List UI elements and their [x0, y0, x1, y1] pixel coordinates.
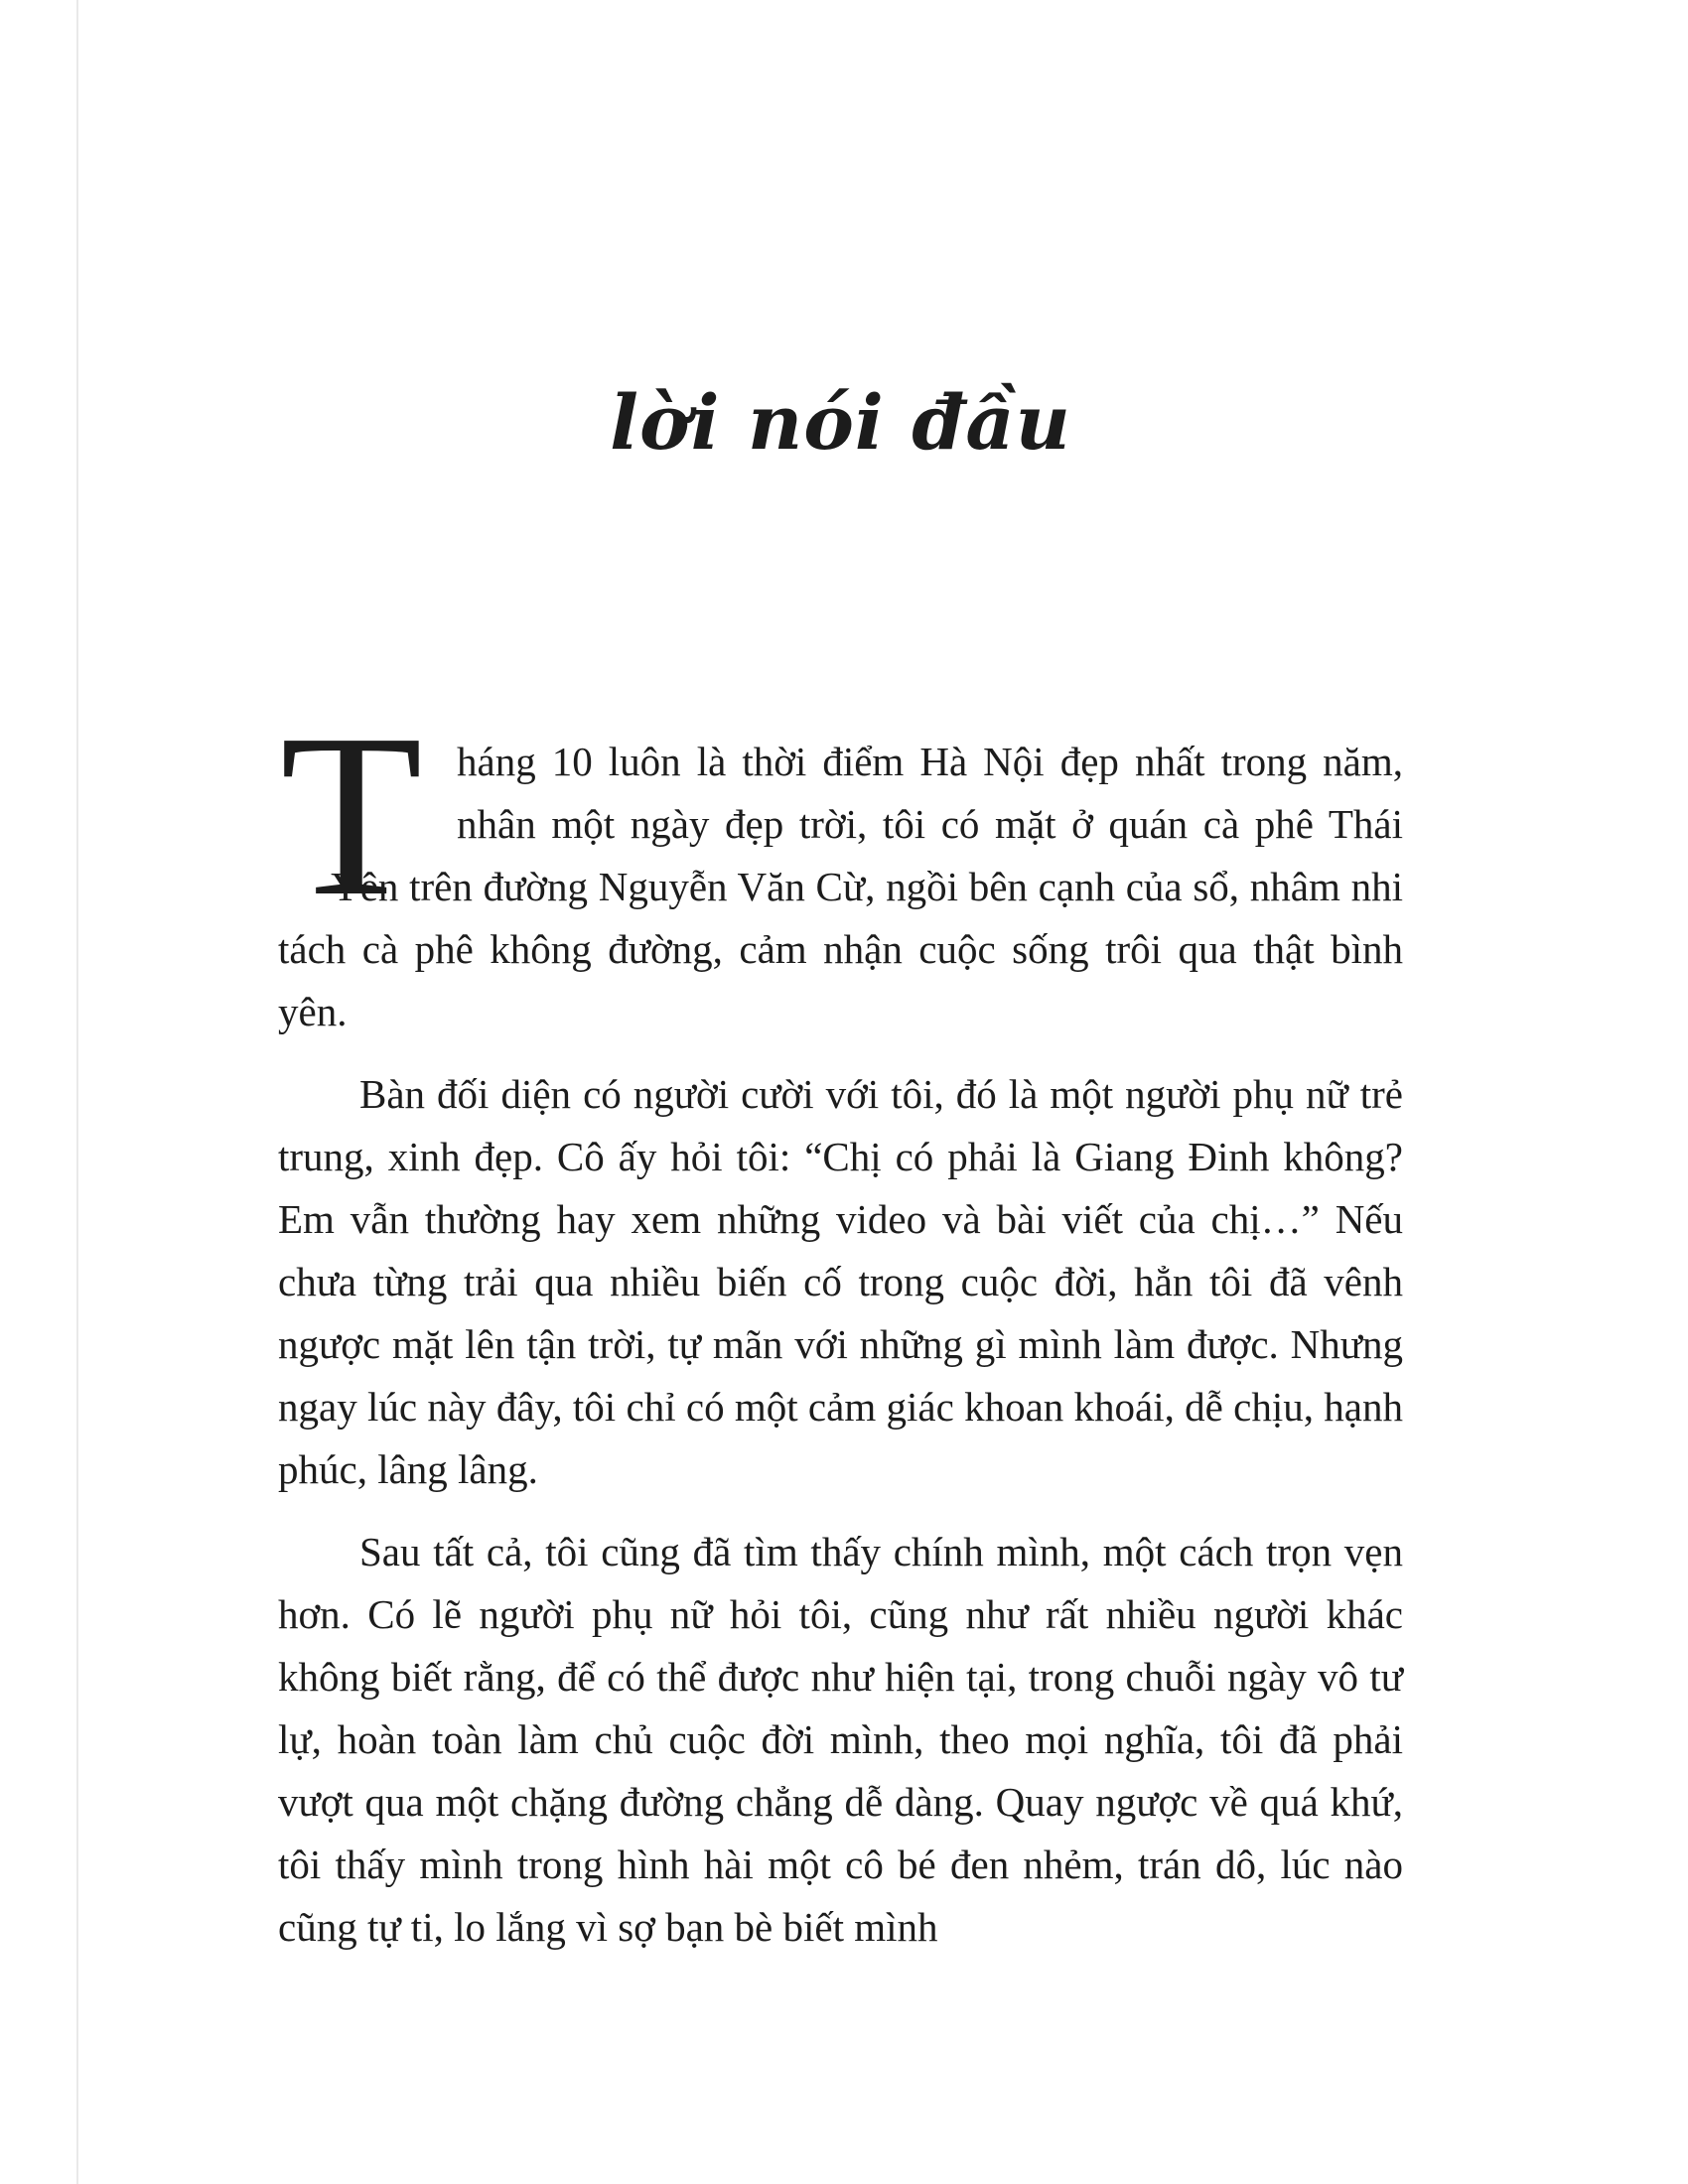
body-text [278, 686, 1403, 1979]
paragraph-2: Bàn đối diện có người cười với tôi, đó là một người phụ nữ trẻ trung, xinh đẹp. Cô ấy hỏi tôi: “Chị có phải là Giang Đinh không? Em vẫn thường hay xem những video và bài viết của chị…” Nếu chưa từng trải qua nhiều biến cố trong cuộc đời, hẳn tôi đã vênh ngược mặt lên tận trời, tự mãn với những gì mình làm được. Nhưng ngay lúc này đây, tôi chỉ có một cảm giác khoan khoái, dễ chịu, hạnh phúc, lâng lâng. [278, 1071, 1403, 1492]
paragraph-1-text: háng 10 luôn là thời điểm Hà Nội đẹp nhất trong năm, nhân một ngày đẹp trời, tôi có mặt ở quán cà phê Thái Yên trên đường Nguyễn Văn Cừ, ngồi bên cạnh của sổ, nhâm nhi tách cà phê không đường, cảm nhận cuộc sống trôi qua thật bình yên. [278, 739, 1403, 1034]
paragraph-1 [278, 686, 1403, 1043]
drop-cap-letter: T [280, 686, 423, 944]
drop-cap [278, 686, 457, 944]
paragraph-3: Sau tất cả, tôi cũng đã tìm thấy chính mình, một cách trọn vẹn hơn. Có lẽ người phụ nữ hỏi tôi, cũng như rất nhiều người khác không biết rằng, để có thể được như hiện tại, trong chuỗi ngày vô tư lự, hoàn toàn làm chủ cuộc đời mình, theo mọi nghĩa, tôi đã phải vượt qua một chặng đường chẳng dễ dàng. Quay ngược về quá khứ, tôi thấy mình trong hình hài một cô bé đen nhẻm, trán dô, lúc nào cũng tự ti, lo lắng vì sợ bạn bè biết mình [278, 1529, 1403, 1950]
chapter-title: lời nói đầu [610, 378, 1071, 467]
page-edge-line [76, 0, 78, 2184]
